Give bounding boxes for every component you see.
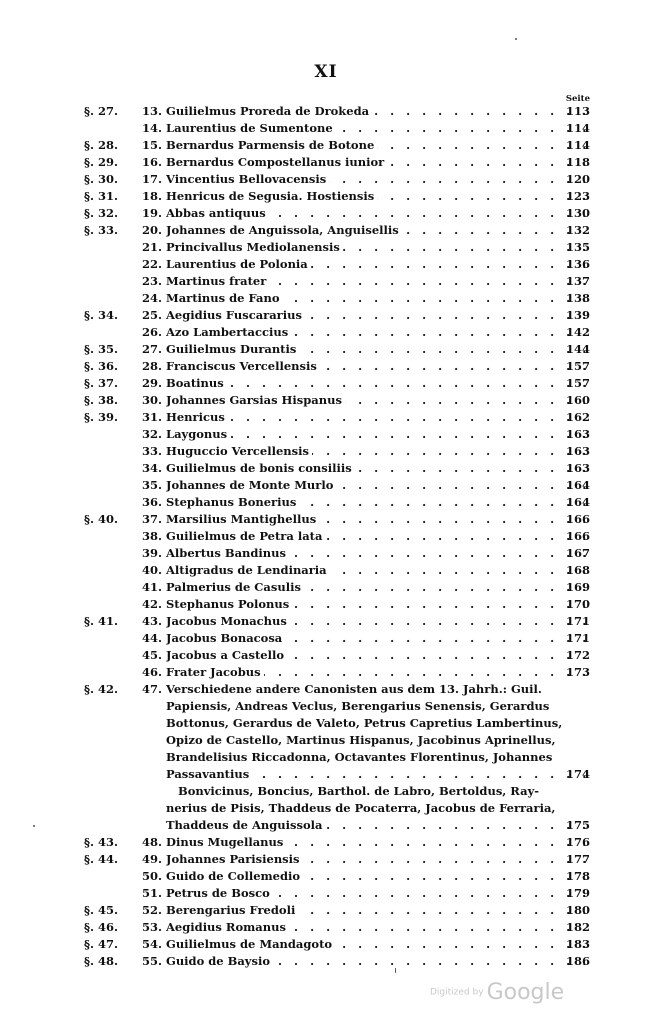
page-number: 142 (565, 325, 590, 339)
entry-number: 13. (141, 104, 162, 118)
page-number: 175 (565, 818, 590, 832)
entry-text: Johannes Parisiensis (166, 852, 303, 866)
page-number: 173 (565, 665, 590, 679)
paragraph-number: §. 29. (84, 155, 119, 169)
toc-row (0, 307, 652, 324)
paragraph-number: §. 44. (84, 852, 119, 866)
entry-text-continuation (166, 766, 588, 783)
entry-number: 32. (141, 427, 162, 441)
toc-row (0, 256, 652, 273)
toc-row (0, 902, 652, 919)
toc-row (0, 137, 652, 154)
toc-row (0, 511, 652, 528)
page-number: 186 (565, 954, 590, 968)
entry-number: 49. (141, 852, 162, 866)
entry-number: 44. (141, 631, 162, 645)
entry-number: 17. (141, 172, 162, 186)
entry-number: 28. (141, 359, 162, 373)
entry-number: 45. (141, 648, 162, 662)
entry-leader (166, 953, 588, 970)
entry-text: Petrus de Bosco (166, 886, 273, 900)
page-number: 171 (565, 614, 590, 628)
paragraph-number: §. 30. (84, 172, 119, 186)
entry-text: Palmerius de Casulis (166, 580, 304, 594)
toc-row (0, 545, 652, 562)
entry-text: Guilielmus Proreda de Drokeda (166, 104, 372, 118)
scan-speck (515, 38, 517, 40)
toc-row (0, 443, 652, 460)
page-number: 123 (565, 189, 590, 203)
entry-number: 36. (141, 495, 162, 509)
toc-row (0, 103, 652, 120)
entry-text: Jacobus Bonacosa (166, 631, 285, 645)
toc-row (0, 239, 652, 256)
entry-leader (166, 902, 588, 919)
entry-number: 47. (141, 682, 162, 696)
toc-row (0, 834, 652, 851)
entry-leader (166, 443, 588, 460)
entry-number: 46. (141, 665, 162, 679)
entry-number: 39. (141, 546, 162, 560)
entry-text: Johannes de Monte Murlo (166, 478, 336, 492)
entry-leader (166, 273, 588, 290)
page-number: 114 (565, 121, 590, 135)
toc-row (0, 324, 652, 341)
toc-row (0, 120, 652, 137)
entry-text: Marsilius Mantighellus (166, 512, 319, 526)
entry-leader (166, 919, 588, 936)
entry-text: Azo Lambertaccius (166, 325, 291, 339)
page-number: 137 (565, 274, 590, 288)
paragraph-number: §. 31. (84, 189, 119, 203)
entry-leader (166, 256, 588, 273)
entry-number: 31. (141, 410, 162, 424)
entry-subtext: Bonvicinus, Boncius, Barthol. de Labro, Bertoldus, Ray- (178, 784, 540, 798)
entry-text-continuation: Papiensis, Andreas Veclus, Berengarius Senensis, Gerardus (166, 699, 550, 713)
entry-number: 16. (141, 155, 162, 169)
entry-leader (166, 409, 588, 426)
entry-leader (166, 562, 588, 579)
toc-row (0, 817, 652, 834)
entry-leader (166, 239, 588, 256)
toc-row (0, 188, 652, 205)
toc-row (0, 851, 652, 868)
entry-text-continuation: Brandelisius Riccadonna, Octavantes Florentinus, Johannes (166, 750, 553, 764)
entry-number: 41. (141, 580, 162, 594)
entry-leader (166, 528, 588, 545)
page-number: 177 (565, 852, 590, 866)
entry-text: Boatinus (166, 376, 227, 390)
entry-leader (166, 630, 588, 647)
paragraph-number: §. 46. (84, 920, 119, 934)
entry-text: Aegidius Fuscararius (166, 308, 305, 322)
toc-row (0, 205, 652, 222)
entry-leader (166, 324, 588, 341)
page-number: 164 (565, 478, 590, 492)
entry-number: 23. (141, 274, 162, 288)
toc-row (0, 290, 652, 307)
entry-text: Johannes Garsias Hispanus (166, 393, 345, 407)
entry-number: 25. (141, 308, 162, 322)
page-number: 176 (565, 835, 590, 849)
entry-leader (166, 936, 588, 953)
toc-entries-after (0, 834, 652, 970)
entry-number: 55. (141, 954, 162, 968)
page-number: 160 (565, 393, 590, 407)
entry-text: Laurentius de Polonia (166, 257, 311, 271)
toc-row (0, 409, 652, 426)
entry-text: Martinus frater (166, 274, 269, 288)
page-number: 179 (565, 886, 590, 900)
page-number: 135 (565, 240, 590, 254)
page-number: 132 (565, 223, 590, 237)
entry-number: 37. (141, 512, 162, 526)
toc-row (0, 698, 652, 715)
paragraph-number: §. 35. (84, 342, 119, 356)
entry-leader (166, 375, 588, 392)
toc-row (0, 919, 652, 936)
page-number: 120 (565, 172, 590, 186)
toc-row (0, 494, 652, 511)
google-logo: Google (486, 980, 565, 1005)
entry-text: Henricus (166, 410, 228, 424)
page-number: 163 (565, 444, 590, 458)
entry-leader (166, 613, 588, 630)
page-number: 174 (565, 767, 590, 781)
page-title: XI (314, 62, 338, 82)
digitized-by-google-watermark (430, 980, 564, 1005)
toc-entries-before (0, 103, 652, 681)
entry-text: Laurentius de Sumentone (166, 121, 336, 135)
entry-text: Jacobus Monachus (166, 614, 290, 628)
toc-row (0, 358, 652, 375)
entry-text: Jacobus a Castello (166, 648, 287, 662)
toc-row (0, 953, 652, 970)
entry-text: Bernardus Parmensis de Botone (166, 138, 377, 152)
page-number: 166 (565, 529, 590, 543)
toc-row (0, 426, 652, 443)
paragraph-number: §. 40. (84, 512, 119, 526)
entry-text: Guilielmus Durantis (166, 342, 299, 356)
page-number: 170 (565, 597, 590, 611)
entry-leader (166, 426, 588, 443)
entry-number: 15. (141, 138, 162, 152)
page-number: 183 (565, 937, 590, 951)
page-number: 168 (565, 563, 590, 577)
entry-leader (166, 579, 588, 596)
entry-number: 52. (141, 903, 162, 917)
entry-text: Guido de Collemedio (166, 869, 303, 883)
entry-text: Passavantius (166, 767, 252, 781)
paragraph-number: §. 33. (84, 223, 119, 237)
entry-number: 40. (141, 563, 162, 577)
entry-number: 42. (141, 597, 162, 611)
entry-text: Aegidius Romanus (166, 920, 289, 934)
entry-leader (166, 647, 588, 664)
entry-text: Thaddeus de Anguissola (166, 818, 325, 832)
entry-text: Guilielmus de Mandagoto (166, 937, 335, 951)
entry-leader (166, 851, 588, 868)
entry-number: 26. (141, 325, 162, 339)
entry-leader (166, 868, 588, 885)
paragraph-number: §. 47. (84, 937, 119, 951)
page-number: 169 (565, 580, 590, 594)
entry-leader (166, 392, 588, 409)
table-of-contents (0, 103, 652, 970)
entry-number: 50. (141, 869, 162, 883)
entry-text: Franciscus Vercellensis (166, 359, 320, 373)
entry-text: Laygonus (166, 427, 230, 441)
page-number: 167 (565, 546, 590, 560)
page-number: 113 (565, 104, 590, 118)
entry-leader (166, 834, 588, 851)
page-number: 162 (565, 410, 590, 424)
entry-text: Stephanus Polonus (166, 597, 292, 611)
entry-text: Guilielmus de bonis consiliis (166, 461, 355, 475)
entry-subtext-continuation (166, 817, 588, 834)
paragraph-number: §. 41. (84, 614, 119, 628)
entry-leader (166, 664, 588, 681)
entry-text: Frater Jacobus (166, 665, 264, 679)
entry-number: 24. (141, 291, 162, 305)
entry-number: 27. (141, 342, 162, 356)
toc-row (0, 528, 652, 545)
entry-number: 21. (141, 240, 162, 254)
toc-row (0, 273, 652, 290)
entry-number: 53. (141, 920, 162, 934)
paragraph-number: §. 27. (84, 104, 119, 118)
page-number: 182 (565, 920, 590, 934)
entry-number: 35. (141, 478, 162, 492)
entry-leader (166, 205, 588, 222)
entry-number: 54. (141, 937, 162, 951)
entry-text: Verschiedene andere Canonisten aus dem 13. Jahrh.: Guil. (166, 682, 542, 696)
entry-leader (166, 188, 588, 205)
entry-number: 29. (141, 376, 162, 390)
scan-speck (395, 968, 396, 973)
entry-leader (166, 290, 588, 307)
watermark-prefix: Digitized by (430, 987, 484, 998)
entry-leader (166, 137, 588, 154)
toc-row (0, 579, 652, 596)
toc-row (0, 681, 652, 698)
toc-row (0, 868, 652, 885)
page-number: 144 (565, 342, 590, 356)
entry-text: Vincentius Bellovacensis (166, 172, 329, 186)
page-number: 172 (565, 648, 590, 662)
toc-row (0, 749, 652, 766)
entry-number: 43. (141, 614, 162, 628)
toc-row (0, 800, 652, 817)
paragraph-number: §. 39. (84, 410, 119, 424)
paragraph-number: §. 42. (84, 682, 119, 696)
entry-leader (166, 460, 588, 477)
toc-row (0, 936, 652, 953)
entry-leader (166, 341, 588, 358)
entry-text: Bernardus Compostellanus iunior (166, 155, 387, 169)
entry-leader (166, 171, 588, 188)
entry-text: Huguccio Vercellensis (166, 444, 312, 458)
entry-leader (166, 545, 588, 562)
page-number: 166 (565, 512, 590, 526)
page-number: 114 (565, 138, 590, 152)
page-number: 180 (565, 903, 590, 917)
toc-row (0, 392, 652, 409)
toc-row (0, 664, 652, 681)
toc-entry-47 (0, 681, 652, 834)
page-number: 138 (565, 291, 590, 305)
toc-row (0, 171, 652, 188)
entry-text: Martinus de Fano (166, 291, 283, 305)
entry-leader (166, 307, 588, 324)
toc-row (0, 885, 652, 902)
entry-text: Albertus Bandinus (166, 546, 289, 560)
entry-number: 20. (141, 223, 162, 237)
page-number: 139 (565, 308, 590, 322)
entry-number: 48. (141, 835, 162, 849)
entry-text: Henricus de Segusia. Hostiensis (166, 189, 377, 203)
entry-number: 22. (141, 257, 162, 271)
page-number: 178 (565, 869, 590, 883)
entry-text: Altigradus de Lendinaria (166, 563, 330, 577)
entry-text: Dinus Mugellanus (166, 835, 286, 849)
entry-number: 38. (141, 529, 162, 543)
paragraph-number: §. 45. (84, 903, 119, 917)
entry-leader (166, 154, 588, 171)
entry-text: Guido de Baysio (166, 954, 273, 968)
entry-leader (166, 494, 588, 511)
entry-text: Abbas antiquus (166, 206, 269, 220)
page-number: 136 (565, 257, 590, 271)
entry-text: Princivallus Mediolanensis (166, 240, 343, 254)
toc-row (0, 154, 652, 171)
entry-number: 34. (141, 461, 162, 475)
toc-row (0, 562, 652, 579)
paragraph-number: §. 34. (84, 308, 119, 322)
scan-speck (33, 825, 35, 827)
toc-row (0, 477, 652, 494)
toc-row (0, 460, 652, 477)
paragraph-number: §. 38. (84, 393, 119, 407)
entry-number: 33. (141, 444, 162, 458)
entry-leader (166, 358, 588, 375)
entry-number: 14. (141, 121, 162, 135)
toc-row (0, 647, 652, 664)
paragraph-number: §. 43. (84, 835, 119, 849)
entry-number: 19. (141, 206, 162, 220)
page-number: 118 (565, 155, 590, 169)
entry-text: Johannes de Anguissola, Anguisellis (166, 223, 402, 237)
toc-row (0, 375, 652, 392)
paragraph-number: §. 28. (84, 138, 119, 152)
paragraph-number: §. 36. (84, 359, 119, 373)
entry-leader (166, 511, 588, 528)
toc-row (0, 732, 652, 749)
entry-number: 30. (141, 393, 162, 407)
entry-text-continuation: Opizo de Castello, Martinus Hispanus, Jacobinus Aprinellus, (166, 733, 556, 747)
toc-row (0, 715, 652, 732)
toc-row (0, 630, 652, 647)
entry-subtext-continuation: nerius de Pisis, Thaddeus de Pocaterra, Jacobus de Ferraria, (166, 801, 556, 815)
entry-leader (166, 120, 588, 137)
paragraph-number: §. 37. (84, 376, 119, 390)
page-number: 157 (565, 359, 590, 373)
page-number: 164 (565, 495, 590, 509)
entry-text: Stephanus Bonerius (166, 495, 299, 509)
page-number: 157 (565, 376, 590, 390)
paragraph-number: §. 48. (84, 954, 119, 968)
toc-row (0, 596, 652, 613)
toc-row (0, 341, 652, 358)
entry-leader (166, 596, 588, 613)
entry-number: 18. (141, 189, 162, 203)
page-number: 171 (565, 631, 590, 645)
entry-number: 51. (141, 886, 162, 900)
toc-row (0, 783, 652, 800)
entry-leader (166, 477, 588, 494)
entry-leader (166, 103, 588, 120)
page-number: 130 (565, 206, 590, 220)
entry-text-continuation: Bottonus, Gerardus de Valeto, Petrus Capretius Lambertinus, (166, 716, 563, 730)
entry-text: Guilielmus de Petra lata (166, 529, 325, 543)
page-column-header: Seite (565, 94, 590, 104)
toc-row (0, 766, 652, 783)
toc-row (0, 613, 652, 630)
page-number: 163 (565, 427, 590, 441)
entry-leader (166, 885, 588, 902)
toc-row (0, 222, 652, 239)
page-number: 163 (565, 461, 590, 475)
paragraph-number: §. 32. (84, 206, 119, 220)
entry-leader (166, 222, 588, 239)
entry-text: Berengarius Fredoli (166, 903, 298, 917)
